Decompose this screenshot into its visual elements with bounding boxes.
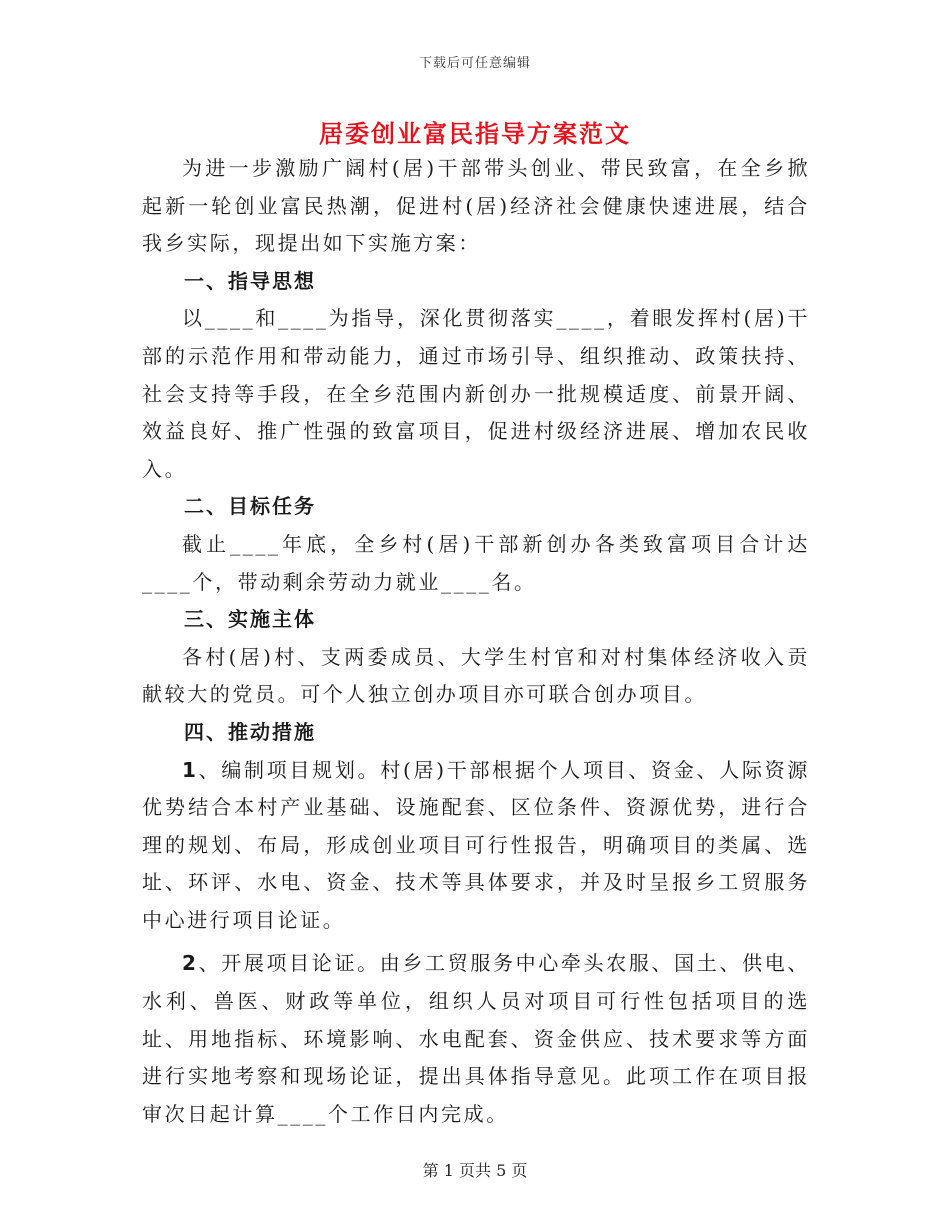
document-body (142, 150, 810, 1133)
page-header: 下载后可任意编辑 (418, 56, 531, 71)
section-heading-guiding-ideology: 一、指导思想 (184, 268, 316, 293)
section-text-guiding-ideology: 以____和____为指导，深化贯彻落实____，着眼发挥村(居)干部的示范作用和带动能力，通过市场引导、组织推动、政策扶持、社会支持等手段，在全乡范围内新创办一批规模适度、前景开阔、效益良好、推广性强的致富项目，促进村级经济进展、增加农民收入。 (142, 306, 810, 481)
section-heading-implementers: 三、实施主体 (184, 607, 316, 632)
page-footer: 第 1 页共 5 页 (422, 1161, 528, 1180)
measure-number: 1 (182, 757, 199, 782)
document-title: 居委创业富民指导方案范文 (319, 119, 631, 148)
section-text-implementers: 各村(居)村、支两委成员、大学生村官和对村集体经济收入贡献较大的党员。可个人独立创办项目亦可联合创办项目。 (142, 644, 810, 707)
intro-paragraph: 为进一步激励广阔村(居)干部带头创业、带民致富，在全乡掀起新一轮创业富民热潮，促进村(居)经济社会健康快速进展，结合我乡实际，现提出如下实施方案： (142, 156, 810, 256)
measure-number: 2 (182, 951, 199, 976)
measure-text: 、编制项目规划。村(居)干部根据个人项目、资金、人际资源优势结合本村产业基础、设施配套、区位条件、资源优势，进行合理的规划、布局，形成创业项目可行性报告，明确项目的类属、选址、环评、水电、资金、技术等具体要求，并及时呈报乡工贸服务中心进行项目论证。 (142, 757, 810, 932)
measure-item (142, 752, 810, 940)
section-text-goals: 截止____年底，全乡村(居)干部新创办各类致富项目合计达____个，带动剩余劳动力就业____名。 (142, 531, 810, 594)
measure-text: 、开展项目论证。由乡工贸服务中心牵头农服、国土、供电、水利、兽医、财政等单位，组织人员对项目可行性包括项目的选址、用地指标、环境影响、水电配套、资金供应、技术要求等方面进行实地考察和现场论证，提出具体指导意见。此项工作在项目报审次日起计算____个工作日内完成。 (142, 951, 810, 1126)
measure-item (142, 945, 810, 1133)
section-heading-measures: 四、推动措施 (184, 719, 316, 744)
section-heading-goals: 二、目标任务 (184, 494, 316, 519)
